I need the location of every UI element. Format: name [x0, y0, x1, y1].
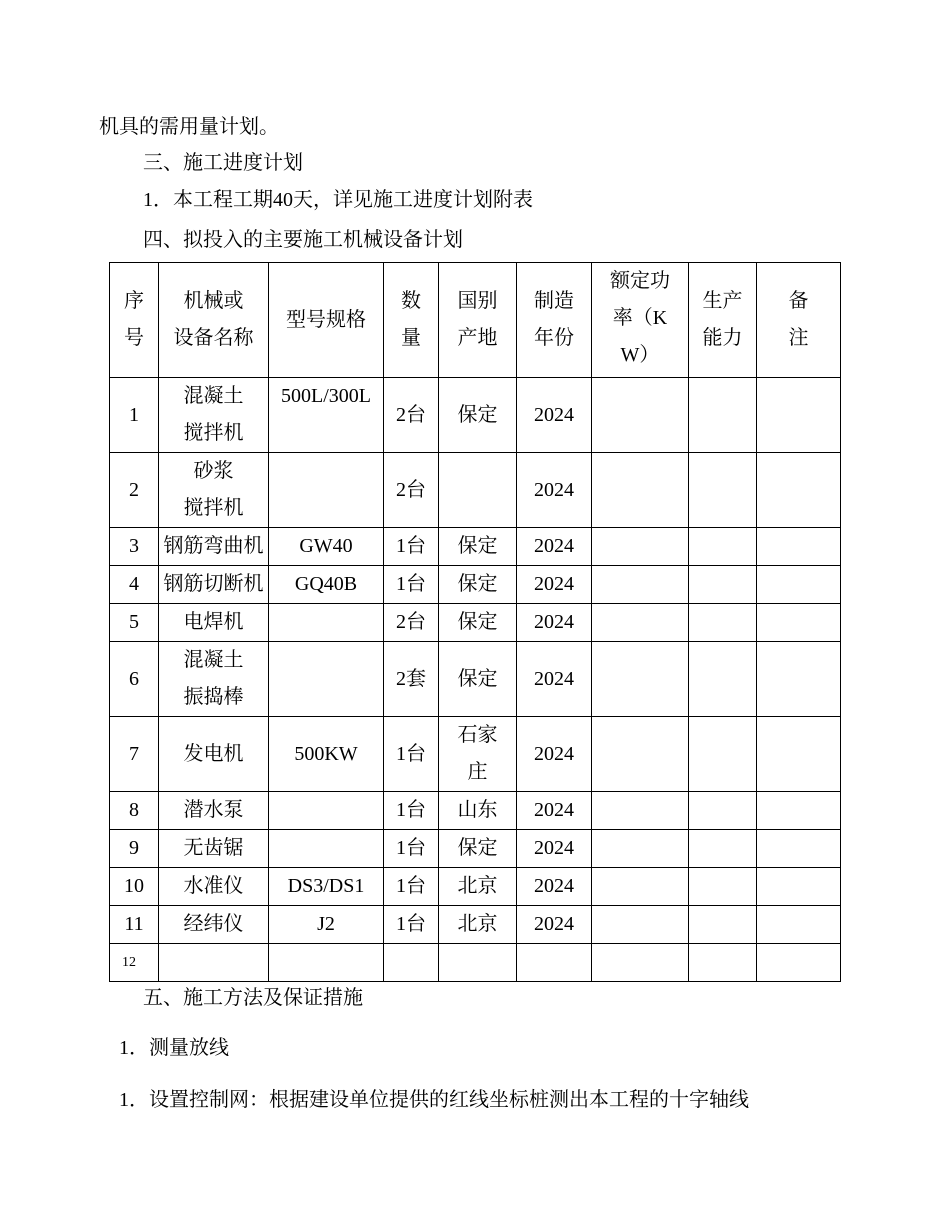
cell-qty: 1台	[384, 528, 439, 566]
cell-qty: 1台	[384, 717, 439, 792]
cell-name	[159, 528, 269, 566]
cell-qty: 1台	[384, 566, 439, 604]
cell-power	[592, 792, 689, 830]
cell-year: 2024	[517, 868, 592, 906]
header-model-line: 型号规格	[286, 308, 366, 331]
cell-name	[159, 566, 269, 604]
cell-capacity	[689, 717, 757, 792]
cell-year: 2024	[517, 453, 592, 528]
cell-power	[592, 906, 689, 944]
table-row	[110, 944, 841, 982]
cell-capacity	[689, 944, 757, 982]
cell-qty: 1台	[384, 906, 439, 944]
cell-year: 2024	[517, 528, 592, 566]
table-row	[110, 642, 841, 717]
cell-name-line: 砂浆	[193, 460, 234, 482]
cell-origin-line: 北京	[457, 913, 498, 935]
cell-power	[592, 528, 689, 566]
cell-name	[159, 604, 269, 642]
cell-capacity	[689, 868, 757, 906]
section-heading-methods: 五、施工方法及保证措施	[143, 987, 363, 1009]
cell-origin-line: 保定	[457, 667, 498, 690]
cell-no: 4	[110, 566, 159, 604]
cell-model	[269, 453, 384, 528]
cell-name	[159, 378, 269, 453]
cell-origin	[439, 378, 517, 453]
cell-model: 500KW	[269, 717, 384, 792]
cell-capacity	[689, 566, 757, 604]
cell-capacity	[689, 906, 757, 944]
cell-remark	[757, 453, 841, 528]
cell-no: 10	[110, 868, 159, 906]
cell-qty: 1台	[384, 792, 439, 830]
cell-origin	[439, 604, 517, 642]
cell-capacity	[689, 378, 757, 453]
header-power-line: 额定功	[610, 270, 670, 292]
cell-origin-line: 山东	[457, 799, 498, 821]
cell-origin	[439, 944, 517, 982]
header-year-line: 制造	[534, 290, 574, 312]
cell-no: 12	[110, 944, 159, 982]
header-origin-line: 国别	[457, 290, 498, 312]
header-capacity	[689, 263, 757, 378]
cell-power	[592, 717, 689, 792]
cell-name-line: 混凝土	[183, 649, 244, 671]
table-header-row	[110, 263, 841, 378]
cell-power	[592, 378, 689, 453]
cell-capacity	[689, 528, 757, 566]
header-power-line: W）	[620, 344, 660, 366]
cell-power	[592, 566, 689, 604]
cell-name-line: 振捣棒	[183, 686, 244, 708]
cell-name-line: 发电机	[183, 742, 244, 765]
cell-year: 2024	[517, 604, 592, 642]
header-remark	[757, 263, 841, 378]
cell-origin-line: 保定	[457, 535, 498, 557]
cell-no: 1	[110, 378, 159, 453]
cell-name-line: 经纬仪	[183, 913, 244, 935]
cell-name-line: 水准仪	[183, 875, 244, 897]
cell-year: 2024	[517, 830, 592, 868]
table-row	[110, 528, 841, 566]
cell-model	[269, 944, 384, 982]
cell-remark	[757, 717, 841, 792]
cell-no: 8	[110, 792, 159, 830]
cell-origin-line: 北京	[457, 875, 498, 897]
header-power-line: 率（K	[612, 307, 668, 329]
header-origin	[439, 263, 517, 378]
header-name-line: 机械或	[183, 290, 244, 312]
cell-no: 11	[110, 906, 159, 944]
cell-qty: 1台	[384, 830, 439, 868]
table-row	[110, 717, 841, 792]
cell-qty: 2套	[384, 642, 439, 717]
cell-capacity	[689, 604, 757, 642]
cell-power	[592, 453, 689, 528]
cell-origin-line: 保定	[457, 611, 498, 633]
header-power	[592, 263, 689, 378]
cell-model	[269, 830, 384, 868]
cell-model: J2	[269, 906, 384, 944]
header-name-line: 设备名称	[173, 327, 254, 349]
cell-power	[592, 944, 689, 982]
table-row	[110, 453, 841, 528]
cell-name	[159, 453, 269, 528]
cell-name	[159, 944, 269, 982]
cell-year: 2024	[517, 792, 592, 830]
cell-remark	[757, 604, 841, 642]
cell-origin-line: 庄	[467, 761, 488, 783]
cell-year: 2024	[517, 717, 592, 792]
cell-origin	[439, 868, 517, 906]
cell-origin-line: 保定	[457, 403, 498, 426]
table-row	[110, 792, 841, 830]
cell-year: 2024	[517, 642, 592, 717]
cell-qty: 2台	[384, 453, 439, 528]
cell-year: 2024	[517, 566, 592, 604]
cell-power	[592, 642, 689, 717]
cell-model: GW40	[269, 528, 384, 566]
paragraph-duration: 1．本工程工期40天，详见施工进度计划附表	[143, 189, 533, 211]
cell-remark	[757, 830, 841, 868]
cell-remark	[757, 642, 841, 717]
table-row	[110, 868, 841, 906]
header-no	[110, 263, 159, 378]
cell-origin	[439, 717, 517, 792]
header-year	[517, 263, 592, 378]
cell-model	[269, 642, 384, 717]
header-year-line: 年份	[534, 327, 574, 349]
table-body	[110, 378, 841, 982]
cell-origin	[439, 566, 517, 604]
cell-remark	[757, 944, 841, 982]
cell-year: 2024	[517, 378, 592, 453]
cell-name-line: 钢筋弯曲机	[163, 535, 264, 557]
cell-no: 7	[110, 717, 159, 792]
cell-capacity	[689, 453, 757, 528]
cell-no: 6	[110, 642, 159, 717]
cell-model: GQ40B	[269, 566, 384, 604]
header-capacity-line: 能力	[702, 327, 743, 349]
cell-year	[517, 944, 592, 982]
cell-capacity	[689, 642, 757, 717]
cell-name-line: 电焊机	[183, 611, 244, 633]
cell-name	[159, 868, 269, 906]
cell-name	[159, 906, 269, 944]
cell-qty: 2台	[384, 604, 439, 642]
table-row	[110, 378, 841, 453]
cell-model: 500L/300L	[269, 378, 384, 453]
subheading-survey: 1．测量放线	[119, 1037, 229, 1059]
cell-remark	[757, 566, 841, 604]
cell-model	[269, 792, 384, 830]
cell-power	[592, 868, 689, 906]
table-row	[110, 566, 841, 604]
header-capacity-line: 生产	[702, 290, 743, 312]
cell-qty: 2台	[384, 378, 439, 453]
header-qty-line: 量	[401, 327, 421, 349]
cell-remark	[757, 868, 841, 906]
cell-origin-line: 保定	[457, 573, 498, 595]
cell-name	[159, 792, 269, 830]
cell-origin	[439, 792, 517, 830]
header-origin-line: 产地	[457, 327, 498, 349]
paragraph-1: 机具的需用量计划。	[99, 116, 279, 138]
cell-origin-line: 石家	[457, 724, 498, 746]
cell-no: 2	[110, 453, 159, 528]
header-remark-line: 注	[788, 327, 809, 349]
cell-origin	[439, 642, 517, 717]
header-qty	[384, 263, 439, 378]
cell-remark	[757, 528, 841, 566]
header-no-line: 序	[124, 290, 144, 312]
header-model	[269, 263, 384, 378]
cell-origin-line: 保定	[457, 837, 498, 859]
cell-capacity	[689, 792, 757, 830]
cell-origin	[439, 528, 517, 566]
cell-name	[159, 642, 269, 717]
cell-no: 5	[110, 604, 159, 642]
table-row	[110, 830, 841, 868]
cell-origin	[439, 830, 517, 868]
cell-name-line: 钢筋切断机	[163, 573, 264, 595]
cell-name-line: 搅拌机	[183, 497, 244, 519]
cell-power	[592, 830, 689, 868]
table-row	[110, 906, 841, 944]
header-qty-line: 数	[401, 290, 421, 312]
cell-capacity	[689, 830, 757, 868]
equipment-table	[109, 262, 841, 982]
cell-name-line: 搅拌机	[183, 422, 244, 444]
table-row	[110, 604, 841, 642]
cell-name-line: 无齿锯	[183, 837, 244, 859]
section-heading-equipment: 四、拟投入的主要施工机械设备计划	[143, 229, 463, 251]
cell-qty: 1台	[384, 868, 439, 906]
header-no-line: 号	[124, 327, 144, 349]
cell-name-line: 混凝土	[183, 385, 244, 407]
cell-model	[269, 604, 384, 642]
cell-remark	[757, 378, 841, 453]
paragraph-control-network: 1．设置控制网：根据建设单位提供的红线坐标桩测出本工程的十字轴线	[119, 1089, 749, 1111]
cell-qty	[384, 944, 439, 982]
cell-name-line: 潜水泵	[183, 799, 244, 821]
cell-name	[159, 830, 269, 868]
header-name	[159, 263, 269, 378]
cell-power	[592, 604, 689, 642]
header-remark-line: 备	[788, 290, 809, 312]
cell-no: 9	[110, 830, 159, 868]
cell-origin	[439, 906, 517, 944]
section-heading-schedule: 三、施工进度计划	[143, 152, 303, 174]
cell-name	[159, 717, 269, 792]
cell-remark	[757, 906, 841, 944]
cell-origin	[439, 453, 517, 528]
cell-model: DS3/DS1	[269, 868, 384, 906]
cell-remark	[757, 792, 841, 830]
cell-year: 2024	[517, 906, 592, 944]
cell-no: 3	[110, 528, 159, 566]
